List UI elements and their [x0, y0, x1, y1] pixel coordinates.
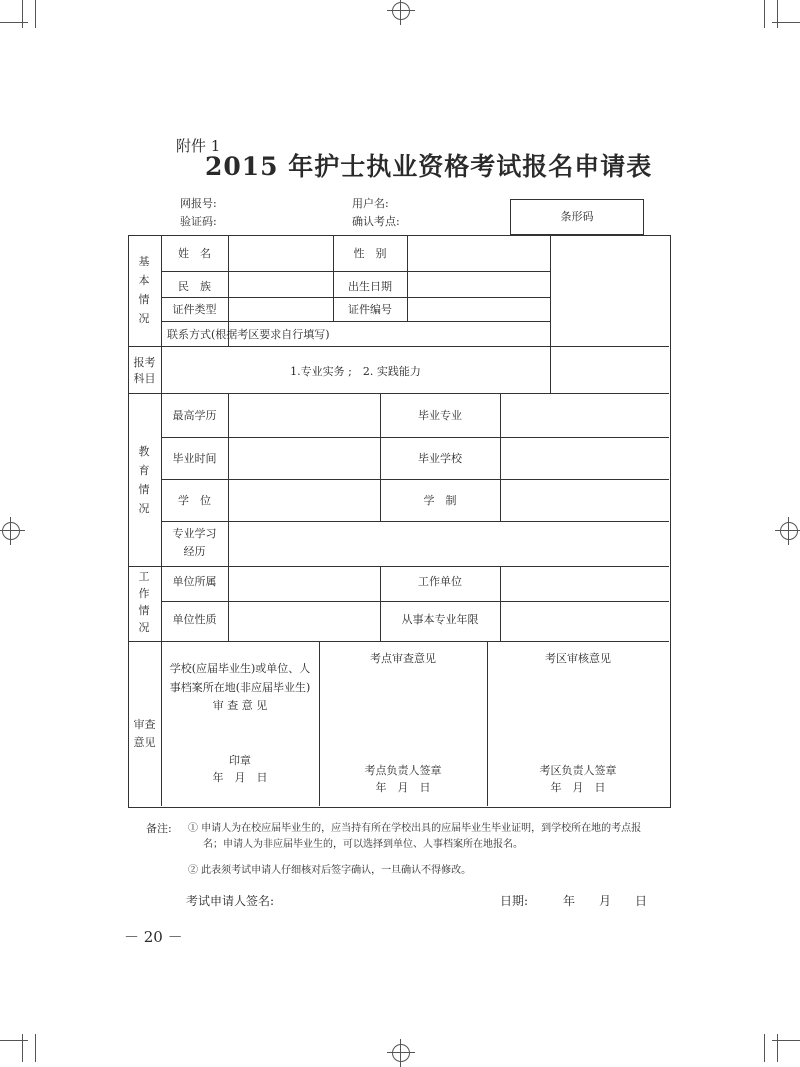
note-1-line2: 名；申请人为非应届毕业生的，可以选择到单位、人事档案所在地报名。 [203, 839, 523, 850]
degree-label: 学 位 [178, 494, 211, 507]
section-subjects: 报考 科目 [133, 356, 156, 385]
exam-site-label: 确认考点: [352, 215, 400, 228]
note-1-line1: ① 申请人为在校应届毕业生的，应当持有所在学校出具的应届毕业生毕业证明，到学校所在地的考点报 [188, 823, 642, 834]
section-work: 工作情况 [138, 570, 150, 634]
region-review-date: 年 月 日 [550, 781, 606, 794]
unit-location-label: 单位所属 [172, 575, 217, 588]
grad-time-label: 毕业时间 [172, 452, 217, 465]
subjects-value: 1.专业实务 ; 2. 实践能力 [290, 365, 421, 378]
date-label: 日期: [500, 894, 529, 908]
id-type-label: 证件类型 [172, 303, 217, 316]
study-history-label-1: 专业学习 [172, 527, 217, 540]
major-label: 毕业专业 [418, 409, 462, 422]
id-number-label: 证件编号 [348, 303, 392, 316]
length-label: 学 制 [423, 494, 457, 507]
net-number-label: 网报号: [180, 197, 217, 210]
registration-mark-right [780, 522, 798, 540]
barcode-box [510, 199, 644, 235]
name-label: 姓 名 [178, 247, 211, 260]
region-review-label: 考区审核意见 [545, 652, 611, 665]
birthdate-label: 出生日期 [348, 280, 392, 293]
school-review-line3: 审 查 意 见 [212, 699, 268, 712]
years-label: 从事本专业年限 [401, 613, 479, 626]
username-label: 用户名: [352, 197, 389, 210]
study-history-label-2: 经历 [183, 545, 206, 558]
site-review-date: 年 月 日 [375, 781, 431, 794]
registration-mark-bottom [392, 1044, 410, 1062]
page-title: 2015 年护士执业资格考试报名申请表 [205, 152, 653, 181]
registration-mark-left [2, 522, 20, 540]
work-unit-label: 工作单位 [418, 575, 462, 588]
unit-nature-label: 单位性质 [172, 613, 217, 626]
school-review-line2: 事档案所在地(非应届毕业生) [169, 681, 311, 694]
section-education: 教育情况 [138, 445, 150, 515]
verification-label: 验证码: [180, 215, 217, 228]
gender-label: 性 别 [353, 247, 387, 260]
registration-mark-top [392, 2, 410, 20]
contact-label: 联系方式(根据考区要求自行填写) [167, 328, 330, 341]
section-review: 审查 意见 [133, 718, 156, 749]
notes-label: 备注: [146, 822, 172, 835]
attachment-label: 附件 1 [176, 137, 221, 155]
site-sign-label: 考点负责人签章 [364, 764, 442, 777]
school-label: 毕业学校 [418, 452, 462, 465]
region-sign-label: 考区负责人签章 [539, 764, 617, 777]
note-2: ② 此表须考试申请人仔细核对后签字确认，一旦确认不得修改。 [188, 865, 472, 876]
seal-label: 印章 [229, 754, 251, 767]
barcode-label: 条形码 [560, 210, 594, 223]
page-number: － 20 － [124, 928, 183, 946]
site-review-label: 考点审查意见 [370, 652, 436, 665]
section-basic-info: 基本情况 [138, 255, 150, 325]
date-fields: 年 月 日 [563, 894, 648, 908]
applicant-signature-label: 考试申请人签名: [186, 894, 275, 908]
school-review-line1: 学校(应届毕业生)或单位、人 [169, 662, 311, 675]
ethnicity-label: 民 族 [178, 280, 211, 293]
highest-degree-label: 最高学历 [172, 409, 217, 422]
school-review-date: 年 月 日 [212, 771, 268, 784]
